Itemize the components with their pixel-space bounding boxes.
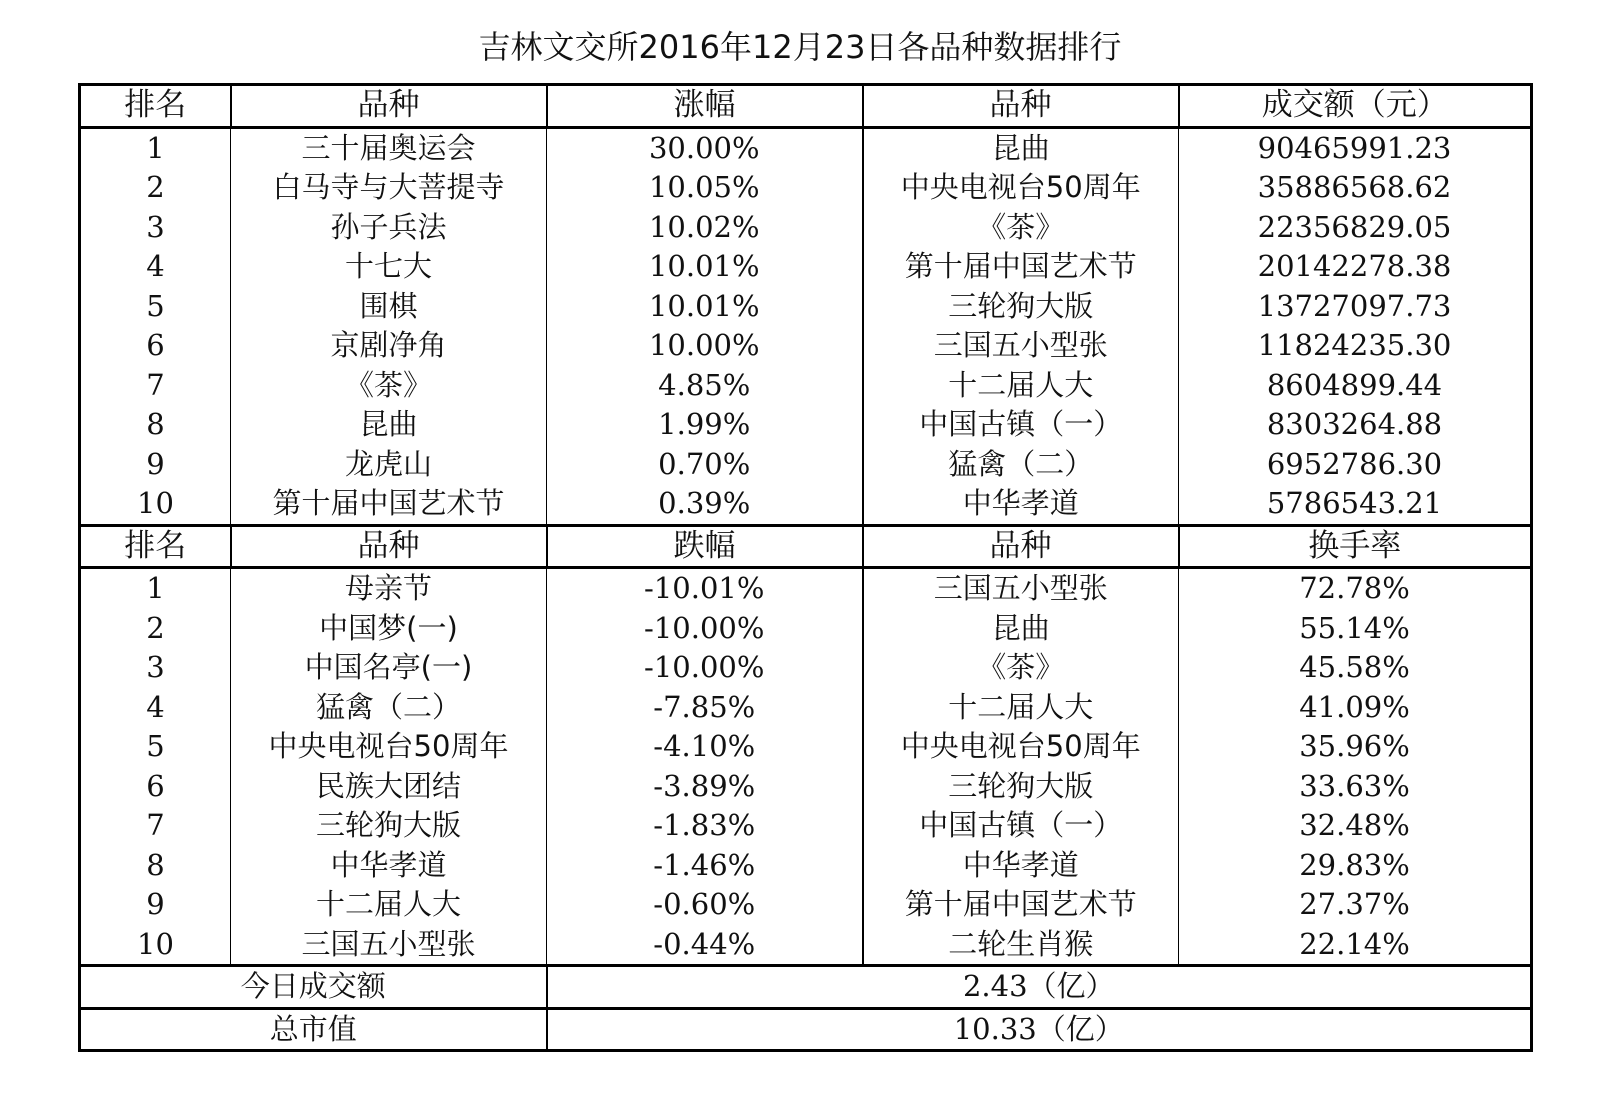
cell-item: 三十届奥运会 [231,127,547,168]
table-row [80,287,1532,327]
table-row [80,885,1532,925]
header-change: 跌幅 [547,525,863,568]
cell-rank: 7 [146,367,165,402]
cell-rank: 9 [146,887,165,922]
table-row [80,484,1532,525]
header-item-right: 品种 [863,85,1179,128]
cell-change: 10.01% [547,287,863,327]
cell-metric: 27.37% [1179,885,1532,925]
cell-item-right: 三轮狗大版 [863,767,1179,807]
cell-item-right: 昆曲 [863,609,1179,649]
cell-change: 4.85% [547,366,863,406]
cell-metric: 41.09% [1179,688,1532,728]
cell-metric: 29.83% [1179,846,1532,886]
table-row [80,688,1532,728]
table-header-row [80,85,1532,128]
cell-item-right: 三轮狗大版 [863,287,1179,327]
cell-metric: 13727097.73 [1179,287,1532,327]
cell-metric: 20142278.38 [1179,247,1532,287]
cell-rank: 7 [146,808,165,843]
header-item-right: 品种 [863,525,1179,568]
table-row [80,208,1532,248]
page-title: 吉林文交所2016年12月23日各品种数据排行 [478,28,1122,66]
cell-metric: 90465991.23 [1179,127,1532,168]
cell-item: 三轮狗大版 [231,806,547,846]
cell-change: -3.89% [547,767,863,807]
cell-item-right: 昆曲 [863,127,1179,168]
cell-item: 中央电视台50周年 [231,727,547,767]
summary-label: 总市值 [80,1008,547,1051]
cell-rank: 10 [137,486,174,521]
header-metric: 成交额（元） [1179,85,1532,128]
table-row [80,568,1532,609]
table-header-row [80,525,1532,568]
cell-item: 昆曲 [231,405,547,445]
cell-item-right: 十二届人大 [863,688,1179,728]
cell-metric: 35.96% [1179,727,1532,767]
cell-rank: 5 [146,729,165,764]
summary-value: 2.43（亿） [547,966,1532,1009]
cell-item-right: 三国五小型张 [863,326,1179,366]
table-row [80,806,1532,846]
cell-item: 围棋 [231,287,547,327]
cell-item: 中华孝道 [231,846,547,886]
table-row [80,846,1532,886]
cell-rank: 3 [146,209,165,244]
table-row [80,767,1532,807]
cell-rank: 4 [146,689,165,724]
summary-label: 今日成交额 [80,966,547,1009]
cell-item: 母亲节 [231,568,547,609]
cell-change: 0.39% [547,484,863,525]
cell-rank: 4 [146,249,165,284]
cell-item-right: 中华孝道 [863,846,1179,886]
cell-item-right: 十二届人大 [863,366,1179,406]
cell-change: -0.60% [547,885,863,925]
table-row [80,445,1532,485]
cell-rank: 6 [146,328,165,363]
cell-item-right: 中华孝道 [863,484,1179,525]
cell-rank: 8 [146,407,165,442]
cell-rank: 9 [146,446,165,481]
cell-item-right: 第十届中国艺术节 [863,885,1179,925]
cell-metric: 22.14% [1179,925,1532,966]
header-change: 涨幅 [547,85,863,128]
cell-item: 京剧净角 [231,326,547,366]
header-item: 品种 [231,525,547,568]
cell-change: -0.44% [547,925,863,966]
summary-row [80,966,1532,1009]
cell-change: -10.00% [547,609,863,649]
table-row [80,247,1532,287]
cell-rank: 8 [146,847,165,882]
header-item: 品种 [231,85,547,128]
cell-metric: 8604899.44 [1179,366,1532,406]
cell-item-right: 第十届中国艺术节 [863,247,1179,287]
cell-item: 中国梦(一) [231,609,547,649]
cell-change: -1.46% [547,846,863,886]
cell-change: 30.00% [547,127,863,168]
cell-item: 十七大 [231,247,547,287]
cell-item: 十二届人大 [231,885,547,925]
cell-metric: 55.14% [1179,609,1532,649]
table-row [80,405,1532,445]
cell-change: 1.99% [547,405,863,445]
cell-item: 民族大团结 [231,767,547,807]
cell-item: 第十届中国艺术节 [231,484,547,525]
cell-change: -7.85% [547,688,863,728]
ranking-table [78,83,1533,1052]
cell-item: 猛禽（二） [231,688,547,728]
cell-rank: 5 [146,288,165,323]
cell-metric: 32.48% [1179,806,1532,846]
ranking-table-body [80,85,1532,1051]
cell-item-right: 猛禽（二） [863,445,1179,485]
table-row [80,366,1532,406]
cell-change: 10.05% [547,168,863,208]
cell-change: -10.01% [547,568,863,609]
table-row [80,168,1532,208]
cell-item: 中国名亭(一) [231,648,547,688]
cell-metric: 5786543.21 [1179,484,1532,525]
cell-rank: 2 [146,170,165,205]
cell-item: 孙子兵法 [231,208,547,248]
cell-rank: 10 [137,926,174,961]
cell-metric: 33.63% [1179,767,1532,807]
cell-item-right: 中国古镇（一） [863,806,1179,846]
cell-item-right: 《茶》 [863,648,1179,688]
cell-item-right: 中央电视台50周年 [863,727,1179,767]
cell-change: 10.00% [547,326,863,366]
table-row [80,648,1532,688]
cell-item: 三国五小型张 [231,925,547,966]
cell-rank: 1 [146,571,165,606]
cell-item: 白马寺与大菩提寺 [231,168,547,208]
cell-item-right: 中国古镇（一） [863,405,1179,445]
cell-rank: 1 [146,130,165,165]
header-rank: 排名 [80,525,231,568]
cell-metric: 72.78% [1179,568,1532,609]
cell-metric: 8303264.88 [1179,405,1532,445]
cell-item: 《茶》 [231,366,547,406]
cell-metric: 11824235.30 [1179,326,1532,366]
cell-change: 0.70% [547,445,863,485]
table-row [80,326,1532,366]
summary-row [80,1008,1532,1051]
cell-metric: 6952786.30 [1179,445,1532,485]
cell-metric: 45.58% [1179,648,1532,688]
summary-value: 10.33（亿） [547,1008,1532,1051]
cell-item-right: 中央电视台50周年 [863,168,1179,208]
cell-change: 10.01% [547,247,863,287]
cell-item: 龙虎山 [231,445,547,485]
cell-rank: 3 [146,650,165,685]
header-metric: 换手率 [1179,525,1532,568]
cell-change: -1.83% [547,806,863,846]
cell-change: 10.02% [547,208,863,248]
table-row [80,727,1532,767]
cell-change: -10.00% [547,648,863,688]
cell-metric: 22356829.05 [1179,208,1532,248]
cell-item-right: 三国五小型张 [863,568,1179,609]
cell-rank: 2 [146,610,165,645]
cell-rank: 6 [146,768,165,803]
table-row [80,609,1532,649]
cell-change: -4.10% [547,727,863,767]
table-row [80,925,1532,966]
cell-metric: 35886568.62 [1179,168,1532,208]
cell-item-right: 《茶》 [863,208,1179,248]
header-rank: 排名 [80,85,231,128]
cell-item-right: 二轮生肖猴 [863,925,1179,966]
table-row [80,127,1532,168]
